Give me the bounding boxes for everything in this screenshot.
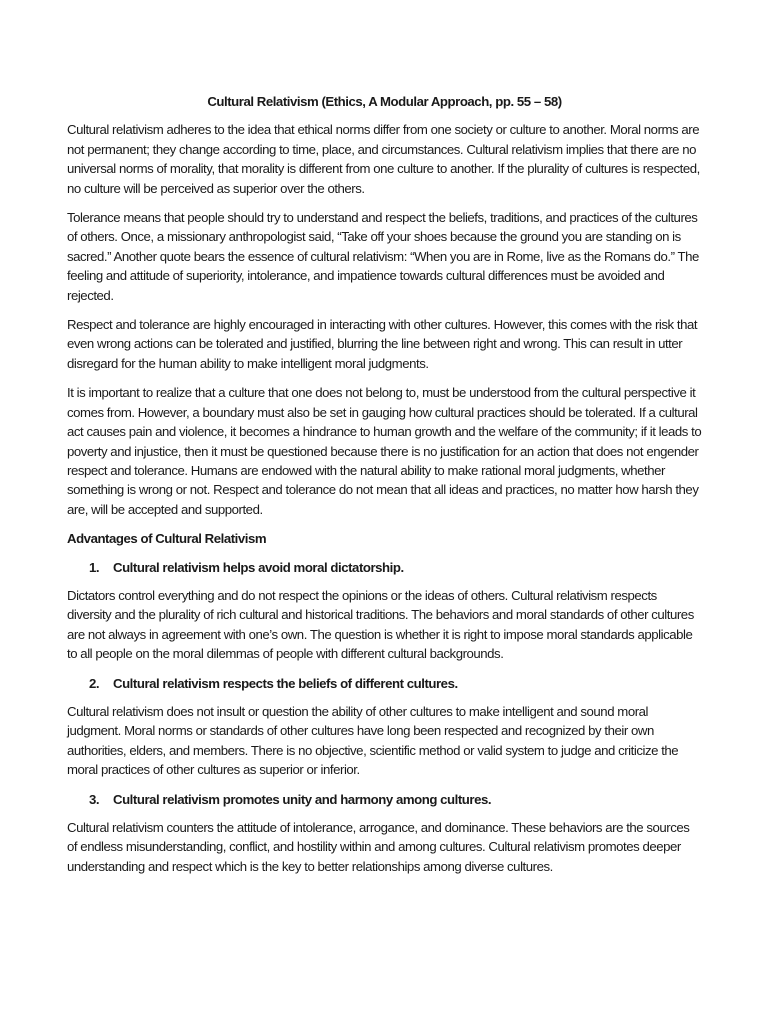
intro-paragraph-1: Cultural relativism adheres to the idea that ethical norms differ from one society or culture to another. Moral norms are not permanent; they change according to time, place, and circumstances. Cultural relativism implies that there are no universal norms of morality, that morality is different from one culture to another. If the plurality of cultures is respected, no culture will be perceived as superior over the others. [67, 122, 700, 196]
advantage-body-2: Cultural relativism does not insult or question the ability of other cultures to make intelligent and sound moral judgment. Moral norms or standards of other cultures have long been respected and recognized by their own authorities, elders, and members. There is no objective, scientific method or valid system to judge and criticize the moral practices of other cultures as superior or inferior. [67, 703, 679, 778]
advantages-heading: Advantages of Cultural Relativism [67, 531, 267, 547]
intro-paragraph-4: It is important to realize that a culture that one does not belong to, must be understood from the cultural perspective it comes from. However, a boundary must also be set in gauging how cultural practices should be tolerated. If a cultural act causes pain and violence, it becomes a hindrance to human growth and the welfare of the community; if it leads to poverty and injustice, then it must be questioned because there is no justification for an action that does not engender respect and tolerance. Humans are endowed with the natural ability to make rational moral judgments, whether something is wrong or not. Respect and tolerance do not mean that all ideas and practices, no matter how harsh they are, will be accepted and supported. [67, 385, 702, 517]
advantage-number-2: 2. [89, 675, 100, 691]
advantage-heading-text-1: Cultural relativism helps avoid moral dictatorship. [113, 559, 404, 575]
intro-paragraph-3: Respect and tolerance are highly encouraged in interacting with other cultures. However, this comes with the risk that even wrong actions can be tolerated and justified, blurring the line between right and wrong. This can result in utter disregard for the human ability to make intelligent moral judgments. [67, 317, 698, 371]
advantage-heading-2 [67, 674, 702, 693]
advantage-heading-1 [67, 558, 702, 577]
advantage-heading-3 [67, 790, 702, 809]
advantage-heading-text-3: Cultural relativism promotes unity and harmony among cultures. [113, 791, 492, 807]
advantage-body-1: Dictators control everything and do not respect the opinions or the ideas of others. Cultural relativism respects diversity and the plurality of rich cultural and historical traditions. The behaviors and moral standards of other cultures are not always in agreement with one’s own. The question is whether it is right to impose moral standards applicable to all people on the moral dilemmas of people with different cultural backgrounds. [67, 587, 694, 662]
advantage-number-1: 1. [89, 559, 100, 575]
document-title: Cultural Relativism (Ethics, A Modular Approach, pp. 55 – 58) [207, 94, 562, 109]
advantage-number-3: 3. [89, 791, 100, 807]
advantage-body-3: Cultural relativism counters the attitude of intolerance, arrogance, and dominance. These behaviors are the sources of endless misunderstanding, conflict, and hostility within and among cultures. Cultural relativism promotes deeper understanding and respect which is the key to better relationships among diverse cultures. [67, 820, 690, 874]
advantage-heading-text-2: Cultural relativism respects the beliefs of different cultures. [113, 675, 458, 691]
document-page [67, 92, 702, 886]
intro-paragraph-2: Tolerance means that people should try to understand and respect the beliefs, traditions, and practices of the cultures of others. Once, a missionary anthropologist said, “Take off your shoes because the ground you are standing on is sacred.” Another quote bears the essence of cultural relativism: “When you are in Rome, live as the Romans do.” The feeling and attitude of superiority, intolerance, and impatience towards cultural differences must be avoided and rejected. [67, 210, 699, 303]
